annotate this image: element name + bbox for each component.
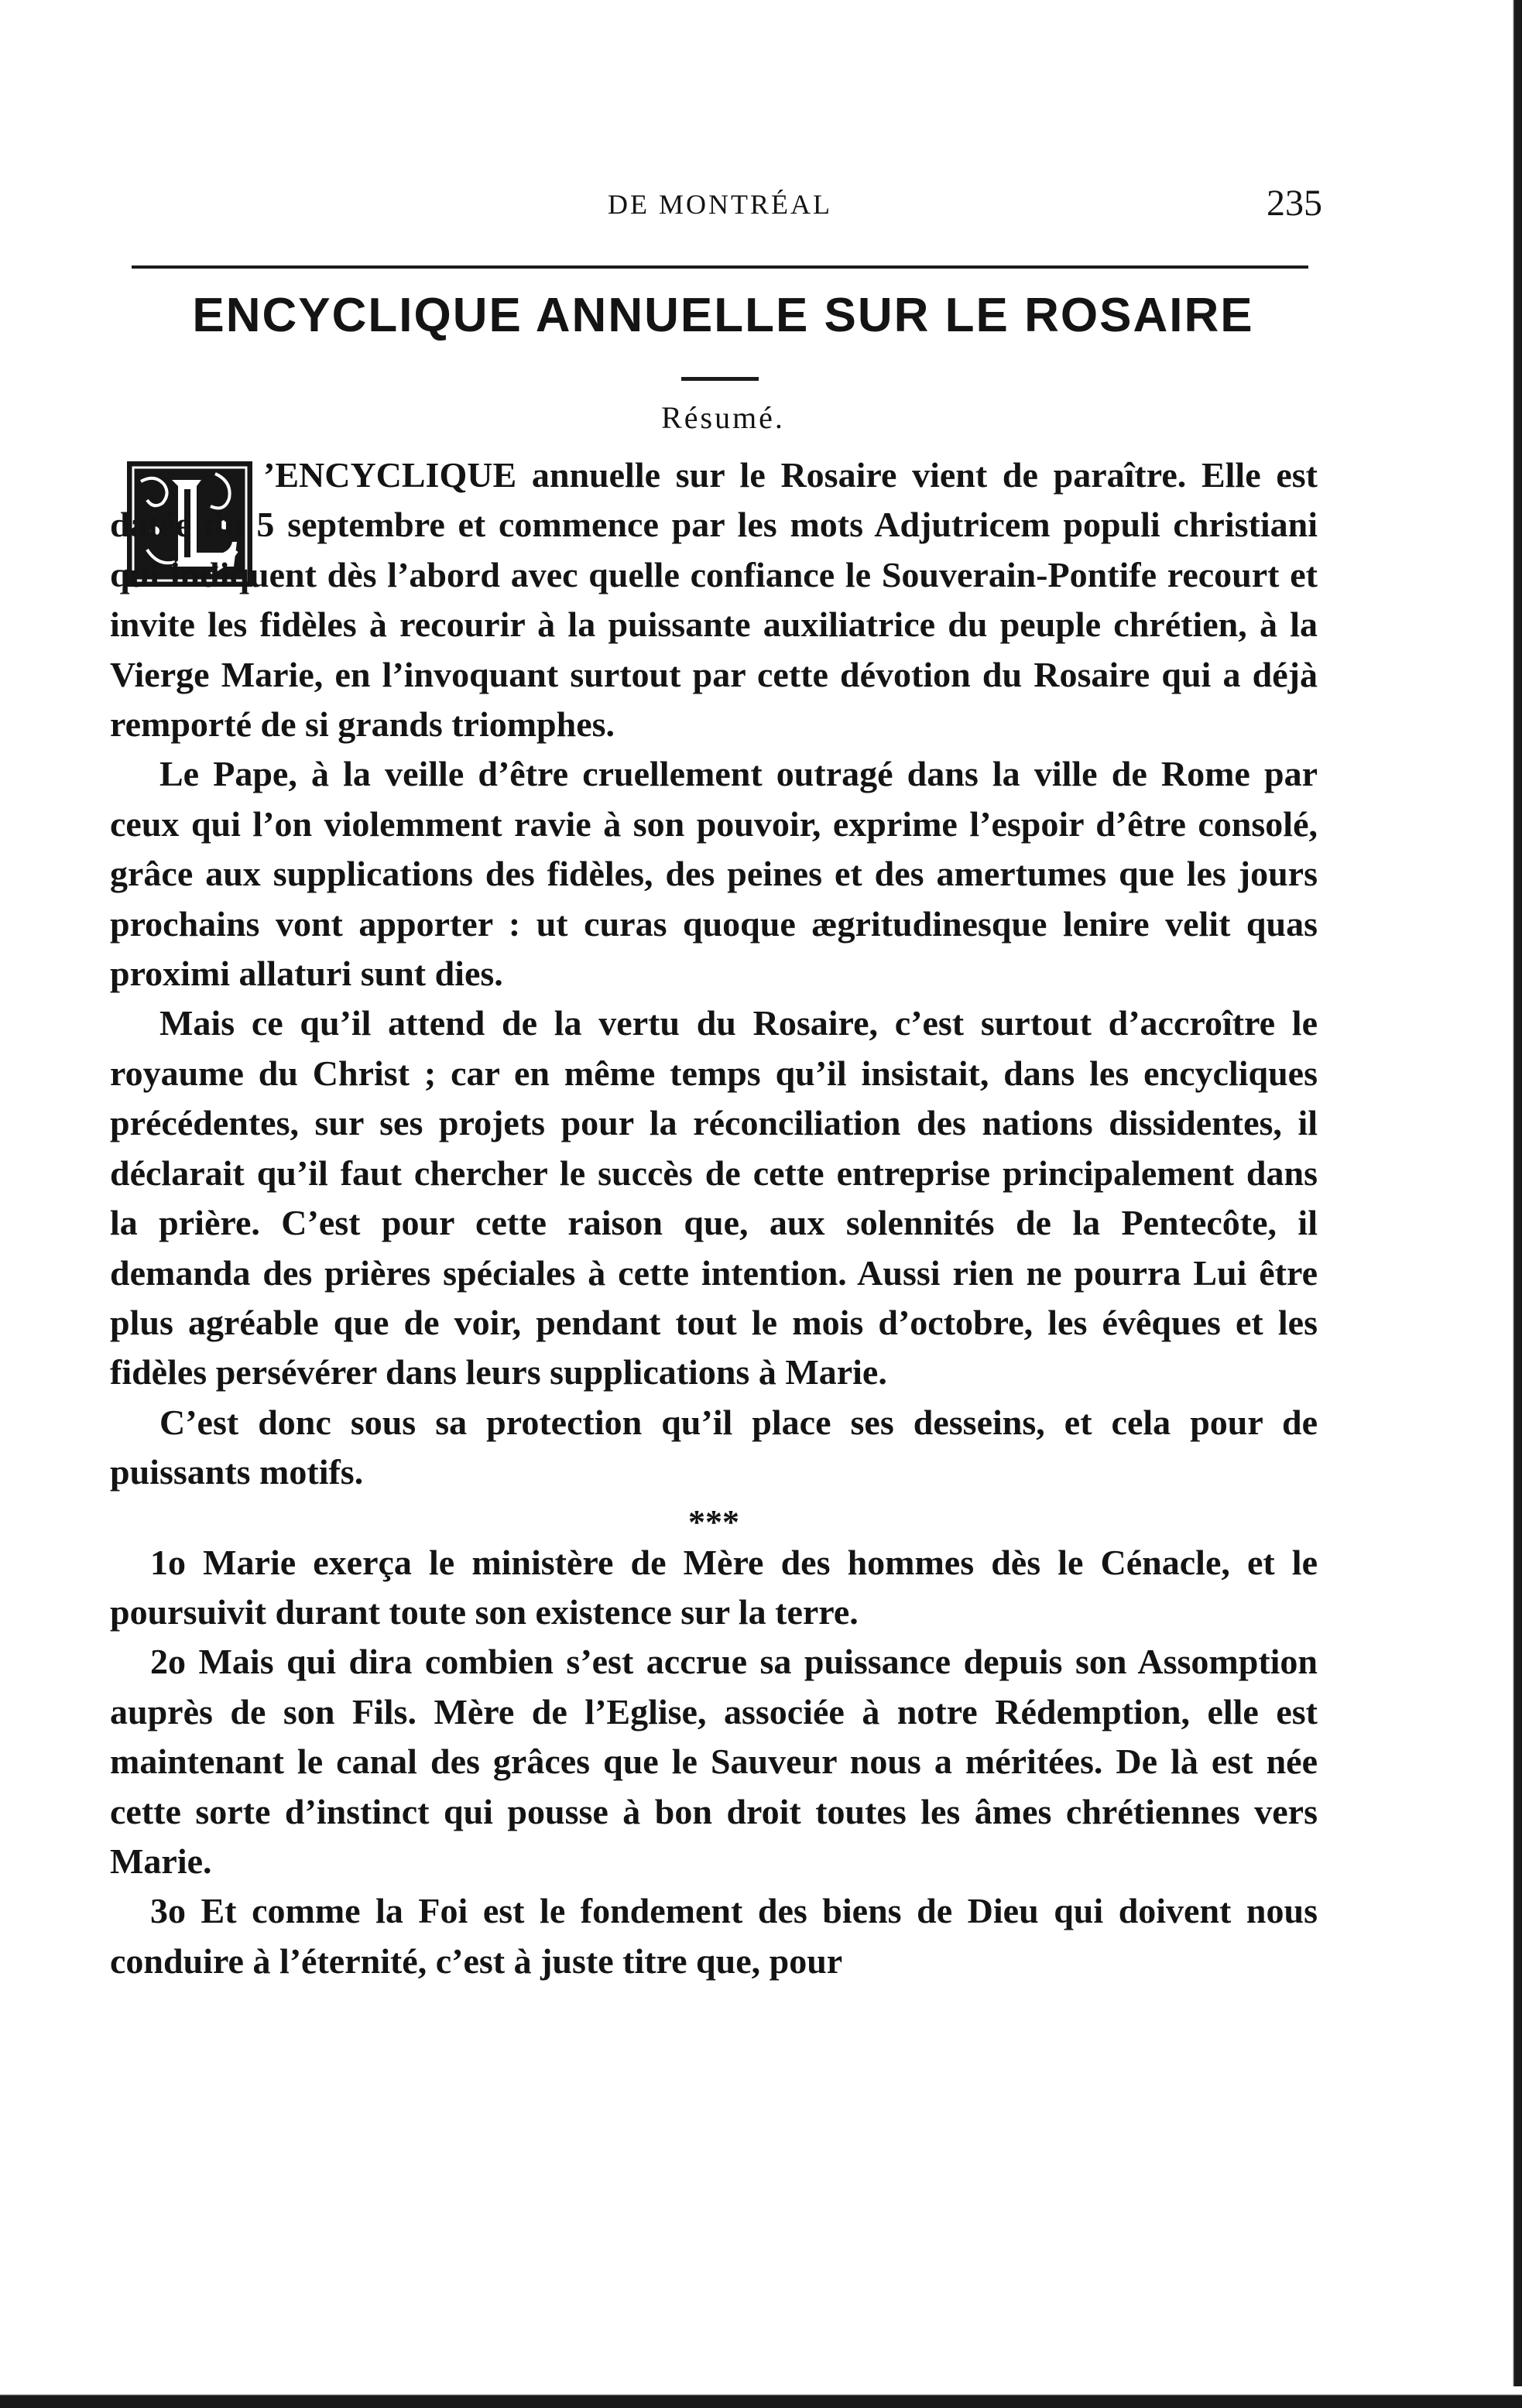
paragraph: Mais ce qu’il attend de la vertu du Rosaire, c’est surtout d’accroître le royaume du Christ ; car en même temps qu’il insistait, dans les encycliques précédentes, sur ses projets pour la réconciliation des nations dissidentes, il déclarait qu’il faut chercher le succès de cette entreprise principalement dans la prière. C’est pour cette raison que, aux solennités de la Pentecôte, il demanda des prières spéciales à cette intention. Aussi rien ne pourra Lui être plus agréable que de voir, pendant tout le mois d’octobre, les évêques et les fidèles persévérer dans leurs supplications à Marie.	[110, 1003, 1318, 1392]
article-body	[110, 450, 1318, 1986]
article-subtitle: Résumé.	[661, 400, 785, 435]
scan-bottom-edge	[0, 2386, 1522, 2408]
numbered-item: 3o Et comme la Foi est le fondement des biens de Dieu qui doivent nous conduire à l’éternité, c’est à juste titre que, pour	[110, 1891, 1318, 1981]
paragraph: C’est donc sous sa protection qu’il place ses desseins, et cela pour de puissants motifs.	[110, 1402, 1318, 1492]
scan-right-edge	[1499, 0, 1522, 2408]
header-rule	[132, 265, 1308, 269]
asterism-divider: ***	[688, 1502, 739, 1541]
title-rule	[681, 377, 759, 381]
paragraph: Le Pape, à la veille d’être cruellement outragé dans la ville de Rome par ceux qui l’on violemment ravie à son pouvoir, exprime l’espoir d’être consolé, grâce aux supplications des fidèles, des peines et des amertumes que les jours prochains vont apporter : ut curas quoque ægritudinesque lenire velit quas proximi allaturi sunt dies.	[110, 754, 1318, 994]
running-head: DE MONTRÉAL	[608, 189, 832, 220]
page-number: 235	[1267, 183, 1322, 224]
page-header	[124, 182, 1322, 236]
paragraph: ’ENCYCLIQUE annuelle sur le Rosaire vient de paraître. Elle est datée du 5 septembre et commence par les mots Adjutricem populi christiani qui indiquent dès l’abord avec quelle confiance le Souverain-Pontife recourt et invite les fidèles à recourir à la puissante auxiliatrice du peuple chrétien, à la Vierge Marie, en l’invoquant surtout par cette dévotion du Rosaire qui a déjà remporté de si grands triomphes.	[110, 455, 1318, 745]
article-title: ENCYCLIQUE ANNUELLE SUR LE ROSAIRE	[192, 289, 1254, 342]
numbered-item: 2o Mais qui dira combien s’est accrue sa puissance depuis son Assomption auprès de son Fils. Mère de l’Eglise, associée à notre Rédemption, elle est maintenant le canal des grâces que le Sauveur nous a méritées. De là est née cette sorte d’instinct qui pousse à bon droit toutes les âmes chrétiennes vers Marie.	[110, 1642, 1318, 1881]
numbered-item: 1o Marie exerça le ministère de Mère des hommes dès le Cénacle, et le poursuivit durant toute son existence sur la terre.	[110, 1542, 1318, 1632]
